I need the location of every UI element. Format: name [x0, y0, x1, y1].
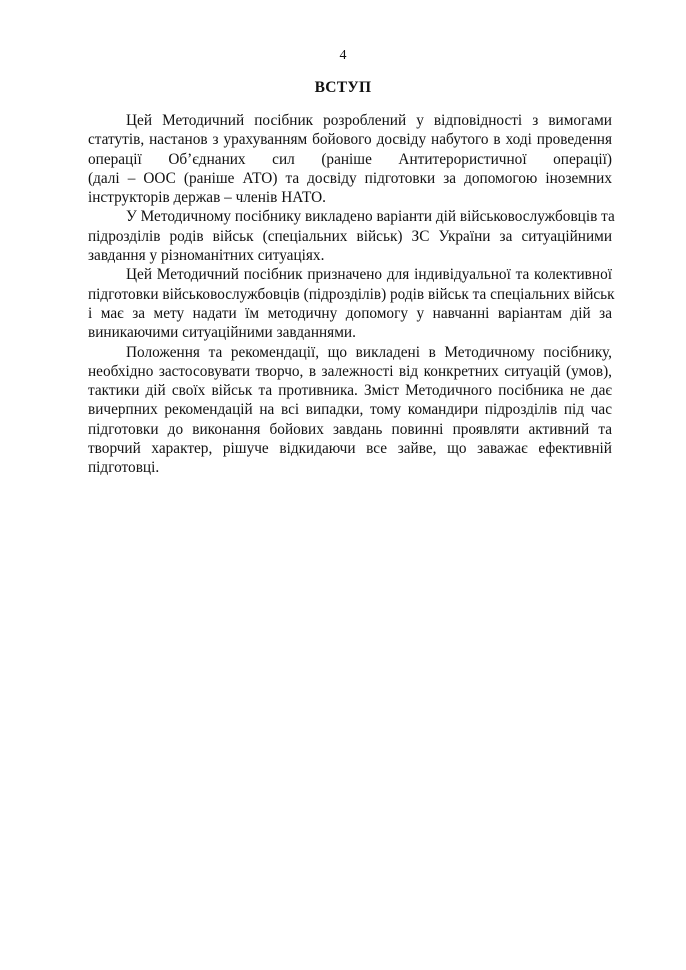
text-line: завдання у різноманітних ситуаціях.	[88, 247, 325, 265]
text-line: статутів, настанов з урахуванням бойового досвіду набутого в ході проведення	[88, 131, 612, 149]
paragraph-3	[88, 265, 615, 342]
paragraph-2	[88, 207, 615, 265]
text-line: операції Об’єднаних сил (раніше Антитерористичної операції)	[88, 150, 612, 168]
page-number: 4	[339, 48, 347, 63]
text-line: Цей Методичний посібник розроблений у відповідності з вимогами	[126, 112, 612, 129]
text-line: творчий характер, рішуче відкидаючи все зайве, що заважає ефективній	[88, 440, 612, 458]
text-line: Цей Методичний посібник призначено для індивідуальної та колективної	[126, 266, 612, 284]
body-text	[88, 111, 615, 478]
text-line: вичерпних рекомендацій на всі випадки, тому командири підрозділів під час	[88, 401, 612, 419]
text-line: інструкторів держав – членів НАТО.	[88, 189, 326, 207]
text-line: виникаючими ситуаційними завданнями.	[88, 324, 356, 342]
text-line: (далі – ООС (раніше АТО) та досвіду підготовки за допомогою іноземних	[88, 169, 612, 187]
section-title: ВСТУП	[314, 79, 372, 96]
text-line: У Методичному посібнику викладено варіанти дій військовослужбовців та	[126, 208, 615, 226]
text-line: тактики дій своїх військ та противника. Зміст Методичного посібника не дає	[88, 382, 612, 400]
text-line: підготовки до виконання бойових завдань повинні проявляти активний та	[88, 420, 612, 438]
text-line: і має за мету надати їм методичну допомогу у навчанні варіантам дій за	[88, 304, 612, 322]
text-line: підготовці.	[88, 459, 160, 477]
text-line: підготовки військовослужбовців (підрозділів) родів військ та спеціальних військ	[88, 285, 615, 303]
paragraph-1	[88, 111, 612, 207]
paragraph-4	[88, 343, 612, 478]
text-line: Положення та рекомендації, що викладені в Методичному посібнику,	[126, 343, 612, 361]
text-line: необхідно застосовувати творчо, в залежності від конкретних ситуацій (умов),	[88, 362, 612, 380]
text-line: підрозділів родів військ (спеціальних військ) ЗС України за ситуаційними	[88, 227, 612, 245]
